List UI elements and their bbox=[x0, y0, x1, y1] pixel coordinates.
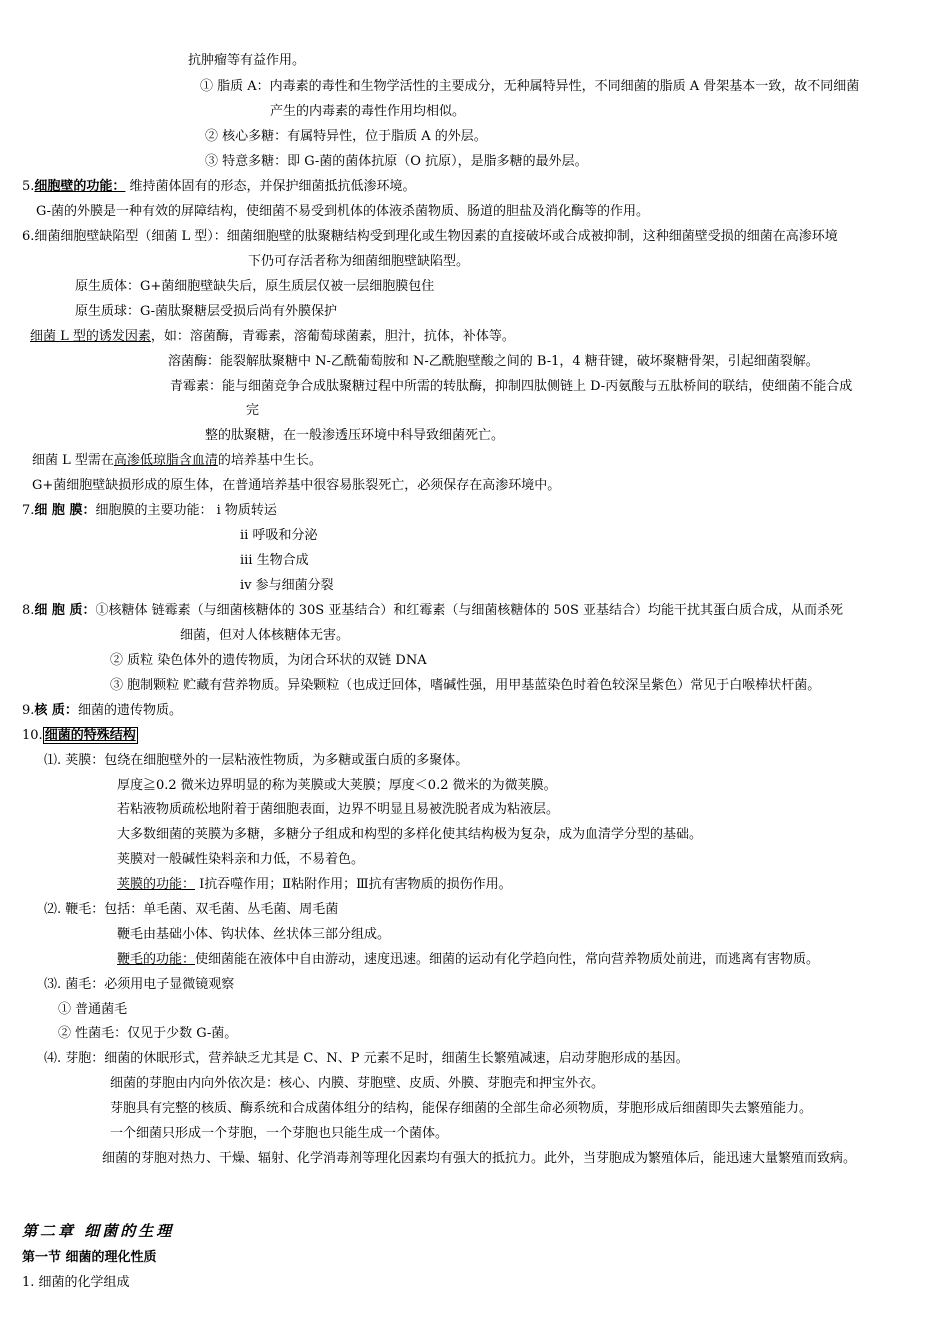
text-line: G-菌的外膜是一种有效的屏障结构，使细菌不易受到机体的体液杀菌物质、肠道的胆盐及消化酶等的作用。 bbox=[36, 204, 650, 219]
text-line-spheroplast: 原生质球：G-菌肽聚糖层受损后尚有外膜保护 bbox=[75, 304, 338, 319]
text-line-culture-medium bbox=[32, 452, 322, 470]
item-9-nucleoid bbox=[22, 702, 182, 720]
text-line: 鞭毛由基础小体、钩状体、丝状体三部分组成。 bbox=[117, 927, 391, 942]
text-line-penicillin: 青霉素：能与细菌竞争合成肽聚糖过程中所需的转肽酶，抑制四肽侧链上 D-丙氨酸与五肽桥间的联结，使细菌不能合成 bbox=[170, 379, 853, 394]
text-line: 芽胞具有完整的核质、酶系统和合成菌体组分的结构，能保存细菌的全部生命必须物质，芽胞形成后细菌即失去繁殖能力。 bbox=[110, 1101, 813, 1116]
item-number: 5. bbox=[22, 179, 35, 194]
text-line: 细菌的芽胞由内向外依次是：核心、内膜、芽胞壁、皮质、外膜、芽胞壳和押宝外衣。 bbox=[110, 1076, 605, 1091]
text-line-common-pili: ① 普通菌毛 bbox=[58, 1002, 128, 1017]
boxed-heading: 细菌的特殊结构 bbox=[44, 728, 136, 743]
item-heading: 细 胞 膜： bbox=[34, 503, 96, 518]
text-line-protoplast: 原生质体：G+菌细胞壁缺失后，原生质层仅被一层细胞膜包住 bbox=[75, 279, 435, 294]
text-line-specific-polysaccharide: ③ 特意多糖：即 G-菌的菌体抗原（O 抗原），是脂多糖的最外层。 bbox=[205, 154, 588, 169]
list-item: 1. 细菌的化学组成 bbox=[22, 1275, 130, 1290]
item-10-special-structures bbox=[22, 727, 138, 745]
text-line: 细菌的芽胞对热力、干燥、辐射、化学消毒剂等理化因素均有强大的抵抗力。此外，当芽胞成为繁殖体后，能迅速大量繁殖而致病。 bbox=[102, 1151, 857, 1166]
text-line-lipid-a: ① 脂质 A：内毒素的毒性和生物学活性的主要成分，无种属特异性，不同细菌的脂质 A 骨架基本一致，故不同细菌 bbox=[200, 79, 860, 94]
text-line-plasmid: ② 质粒 染色体外的遗传物质，为闭合环状的双链 DNA bbox=[110, 653, 427, 668]
item-text: 细菌的遗传物质。 bbox=[77, 703, 182, 718]
membrane-function-2: ⅱ 呼吸和分泌 bbox=[240, 528, 318, 543]
item-number: 8. bbox=[22, 603, 35, 618]
underlined-text: 高渗低琼脂含血清 bbox=[113, 453, 218, 468]
text-line: 若粘液物质疏松地附着于菌细胞表面，边界不明显且易被洗脱者成为粘液层。 bbox=[117, 802, 560, 817]
capsule-heading: ⑴. 荚膜：包绕在细胞壁外的一层粘液性物质，为多糖或蛋白质的多聚体。 bbox=[44, 753, 469, 768]
text-line: 完 bbox=[246, 403, 260, 418]
item-number: 10. bbox=[22, 728, 43, 743]
text-line-lysozyme: 溶菌酶：能裂解肽聚糖中 N-乙酰葡萄胺和 N-乙酰胞壁酸之间的 B-1，4 糖苷键，破坏聚糖骨架，引起细菌裂解。 bbox=[168, 354, 819, 369]
text-line: G+菌细胞壁缺损形成的原生体，在普通培养基中很容易胀裂死亡，必须保存在高渗环境中。 bbox=[32, 478, 561, 493]
text-line-granules: ③ 胞制颗粒 贮藏有营养物质。异染颗粒（也成迂回体，嗜碱性强，用甲基蓝染色时着色较深呈紫色）常见于白喉棒状杆菌。 bbox=[110, 678, 821, 693]
item-number: 9. bbox=[22, 703, 35, 718]
text-line: 细菌，但对人体核糖体无害。 bbox=[180, 628, 350, 643]
item-text: 细胞膜的主要功能： ⅰ 物质转运 bbox=[95, 503, 277, 518]
text-part: 细菌 L 型需在 bbox=[32, 453, 114, 468]
underlined-heading: 荚膜的功能： bbox=[117, 877, 196, 892]
item-text: 维持菌体固有的形态，并保护细菌抵抗低渗环境。 bbox=[125, 179, 416, 194]
capsule-function bbox=[117, 876, 512, 894]
section-title: 第一节 细菌的理化性质 bbox=[22, 1250, 157, 1265]
flagella-function bbox=[117, 951, 819, 969]
membrane-function-4: ⅳ 参与细菌分裂 bbox=[240, 578, 334, 593]
text-line-core-polysaccharide: ② 核心多糖：有属特异性，位于脂质 A 的外层。 bbox=[205, 129, 487, 144]
flagella-heading: ⑵. 鞭毛：包括：单毛菌、双毛菌、丛毛菌、周毛菌 bbox=[44, 902, 339, 917]
spore-heading: ⑷. 芽胞：细菌的休眠形式，营养缺乏尤其是 C、N、P 元素不足时，细菌生长繁殖减速，启动芽胞形成的基因。 bbox=[44, 1051, 689, 1066]
item-8-cytoplasm bbox=[22, 602, 843, 620]
item-text: Ⅰ抗吞噬作用；Ⅱ粘附作用；Ⅲ抗有害物质的损伤作用。 bbox=[195, 877, 512, 892]
item-5-cell-wall-function bbox=[22, 178, 416, 196]
text-line: 荚膜对一般碱性染料亲和力低，不易着色。 bbox=[117, 852, 365, 867]
text-line: 抗肿瘤等有益作用。 bbox=[188, 53, 306, 68]
l-form-inducing-factors bbox=[30, 328, 515, 346]
item-heading: 细 胞 质： bbox=[34, 603, 96, 618]
underlined-heading: 鞭毛的功能： bbox=[117, 952, 196, 967]
item-heading: 细胞壁的功能： bbox=[34, 179, 126, 194]
underlined-heading: 细菌 L 型的诱发因素 bbox=[30, 329, 151, 344]
item-6-l-form-definition: 6.细菌细胞壁缺陷型（细菌 L 型）：细菌细胞壁的肽聚糖结构受到理化或生物因素的直接破坏或合成被抑制，这种细菌壁受损的细菌在高渗环境 bbox=[22, 229, 838, 244]
item-text: ，如：溶菌酶，青霉素，溶葡萄球菌素，胆汁，抗体，补体等。 bbox=[150, 329, 515, 344]
membrane-function-3: ⅲ 生物合成 bbox=[240, 553, 309, 568]
text-line: 整的肽聚糖，在一般渗透压环境中科导致细菌死亡。 bbox=[205, 428, 505, 443]
text-line: 一个细菌只形成一个芽胞，一个芽胞也只能生成一个菌体。 bbox=[110, 1126, 449, 1141]
text-line-sex-pili: ② 性菌毛：仅见于少数 G-菌。 bbox=[58, 1026, 238, 1041]
item-text: ①核糖体 链霉素（与细菌核糖体的 30S 亚基结合）和红霉素（与细菌核糖体的 50S 亚基结合）均能干扰其蛋白质合成，从而杀死 bbox=[95, 603, 844, 618]
text-part: 的培养基中生长。 bbox=[217, 453, 322, 468]
item-heading: 核 质： bbox=[34, 703, 78, 718]
pili-heading: ⑶. 菌毛：必须用电子显微镜观察 bbox=[44, 977, 235, 992]
text-line: 下仍可存活者称为细菌细胞壁缺陷型。 bbox=[248, 254, 470, 269]
item-number: 7. bbox=[22, 503, 35, 518]
text-line: 大多数细菌的荚膜为多糖，多糖分子组成和构型的多样化使其结构极为复杂，成为血清学分型的基础。 bbox=[117, 827, 703, 842]
item-7-cell-membrane bbox=[22, 502, 277, 520]
text-line: 产生的内毒素的毒性作用均相似。 bbox=[270, 104, 466, 119]
chapter-title: 第二章 细菌的生理 bbox=[22, 1222, 175, 1240]
item-text: 使细菌能在液体中自由游动，速度迅速。细菌的运动有化学趋向性，常向营养物质处前进，而逃离有害物质。 bbox=[195, 952, 820, 967]
text-line: 厚度≧0.2 微米边界明显的称为荚膜或大荚膜；厚度＜0.2 微米的为微荚膜。 bbox=[117, 778, 557, 793]
